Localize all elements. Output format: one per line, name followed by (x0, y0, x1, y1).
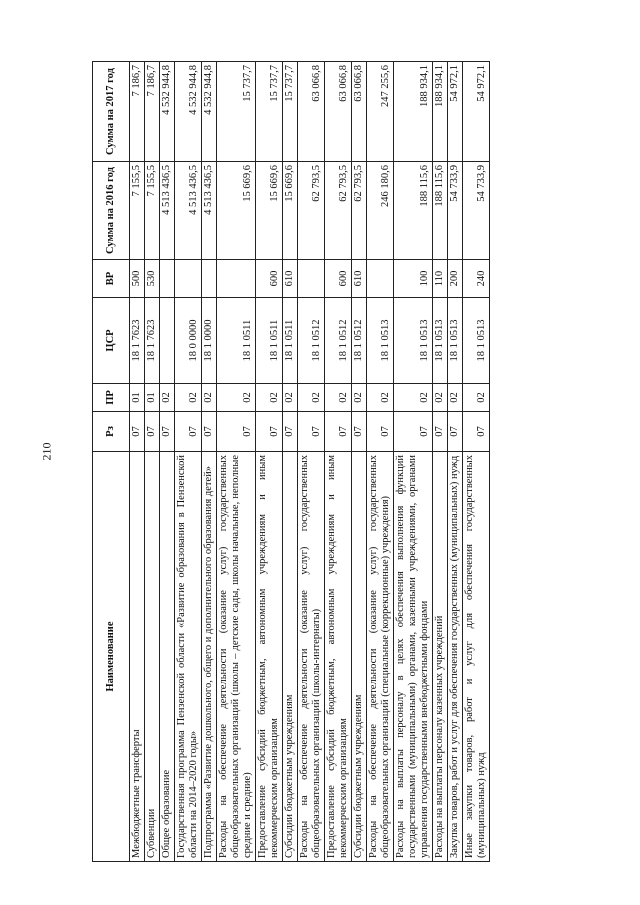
cell-sum-2017: 7 186,7 (130, 62, 145, 162)
table-row (298, 62, 325, 862)
cell-sum-2017: 63 066,8 (352, 62, 367, 162)
table-row (202, 62, 217, 862)
cell-csr: 18 1 0000 (202, 298, 217, 384)
table-row (283, 62, 298, 862)
cell-vr: 600 (256, 260, 283, 298)
cell-csr: 18 1 0513 (394, 298, 433, 384)
cell-pr: 02 (160, 384, 175, 412)
cell-sum-2017: 15 737,7 (217, 62, 256, 162)
cell-csr: 18 1 0512 (298, 298, 325, 384)
cell-csr: 18 1 0513 (448, 298, 463, 384)
cell-name: Межбюджетные трансферты (130, 452, 145, 862)
cell-sum-2017: 247 255,6 (367, 62, 394, 162)
cell-sum-2016: 15 669,6 (217, 162, 256, 260)
cell-name: Закупка товаров, работ и услуг для обеспечения государственных (муниципальных) нужд (448, 452, 463, 862)
header-name: Наименование (93, 452, 130, 862)
cell-sum-2016: 54 733,9 (463, 162, 490, 260)
cell-name: Расходы на обеспечение деятельности (оказание услуг) государственных общеобразовательных организаций (школы – детские сады, школы начальные, неполные средние и средние) (217, 452, 256, 862)
cell-vr: 110 (433, 260, 448, 298)
cell-sum-2016: 4 513 436,5 (175, 162, 202, 260)
table-row (448, 62, 463, 862)
cell-csr: 18 1 0512 (325, 298, 352, 384)
cell-csr: 18 1 0511 (217, 298, 256, 384)
cell-csr: 18 1 7623 (145, 298, 160, 384)
cell-csr: 18 1 0513 (433, 298, 448, 384)
cell-name: Предоставление субсидий бюджетным, автономным учреждениям и иным некоммерческим организациям (256, 452, 283, 862)
cell-pr: 01 (145, 384, 160, 412)
cell-sum-2017: 54 972,1 (463, 62, 490, 162)
table-row (367, 62, 394, 862)
cell-sum-2017: 188 934,1 (433, 62, 448, 162)
cell-pr: 02 (256, 384, 283, 412)
cell-sum-2017: 54 972,1 (448, 62, 463, 162)
cell-name: Подпрограмма «Развитие дошкольного, общего и дополнительного образования детей» (202, 452, 217, 862)
cell-name: Общее образование (160, 452, 175, 862)
cell-csr: 18 1 0513 (367, 298, 394, 384)
cell-pr: 02 (202, 384, 217, 412)
cell-csr: 18 1 0512 (352, 298, 367, 384)
cell-csr: 18 1 0511 (283, 298, 298, 384)
header-pr: ПР (93, 384, 130, 412)
cell-sum-2017: 15 737,7 (256, 62, 283, 162)
cell-rz: 07 (130, 412, 145, 452)
rotated-page-content (92, 62, 558, 862)
cell-vr: 500 (130, 260, 145, 298)
table-row (394, 62, 433, 862)
cell-sum-2017: 4 532 944,8 (202, 62, 217, 162)
cell-vr: 100 (394, 260, 433, 298)
cell-vr (175, 260, 202, 298)
cell-pr: 01 (130, 384, 145, 412)
cell-pr: 02 (394, 384, 433, 412)
cell-name: Расходы на обеспечение деятельности (оказание услуг) государственных общеобразовательных организаций (специальные (коррекционные) учреждения) (367, 452, 394, 862)
table-row (145, 62, 160, 862)
cell-sum-2016: 7 155,5 (145, 162, 160, 260)
cell-sum-2017: 7 186,7 (145, 62, 160, 162)
cell-csr (160, 298, 175, 384)
cell-vr (160, 260, 175, 298)
cell-sum-2016: 62 793,5 (352, 162, 367, 260)
table-row (463, 62, 490, 862)
cell-sum-2016: 188 115,6 (433, 162, 448, 260)
cell-rz: 07 (202, 412, 217, 452)
table-row (325, 62, 352, 862)
cell-sum-2016: 246 180,6 (367, 162, 394, 260)
cell-name: Расходы на обеспечение деятельности (оказание услуг) государственных общеобразовательных организаций (школы-интернаты) (298, 452, 325, 862)
cell-name: Субсидии бюджетным учреждениям (283, 452, 298, 862)
cell-vr: 610 (283, 260, 298, 298)
header-sum-2017: Сумма на 2017 год (93, 62, 130, 162)
cell-sum-2016: 4 513 436,5 (202, 162, 217, 260)
cell-csr: 18 1 0511 (256, 298, 283, 384)
cell-sum-2016: 7 155,5 (130, 162, 145, 260)
cell-vr: 200 (448, 260, 463, 298)
cell-sum-2017: 63 066,8 (325, 62, 352, 162)
cell-pr: 02 (448, 384, 463, 412)
table-row (352, 62, 367, 862)
cell-name: Расходы на выплаты персоналу казенных учреждений (433, 452, 448, 862)
cell-name: Субвенции (145, 452, 160, 862)
cell-rz: 07 (433, 412, 448, 452)
cell-rz: 07 (283, 412, 298, 452)
cell-rz: 07 (448, 412, 463, 452)
table-row (217, 62, 256, 862)
table-row (433, 62, 448, 862)
cell-rz: 07 (145, 412, 160, 452)
cell-pr: 02 (217, 384, 256, 412)
cell-sum-2016: 4 513 436,5 (160, 162, 175, 260)
cell-vr (217, 260, 256, 298)
cell-pr: 02 (352, 384, 367, 412)
cell-rz: 07 (298, 412, 325, 452)
cell-sum-2017: 4 532 944,8 (175, 62, 202, 162)
cell-name: Предоставление субсидий бюджетным, автономным учреждениям и иным некоммерческим организациям (325, 452, 352, 862)
page-number: 210 (39, 442, 54, 461)
cell-vr (202, 260, 217, 298)
header-vr: ВР (93, 260, 130, 298)
cell-name: Субсидии бюджетным учреждениям (352, 452, 367, 862)
cell-sum-2017: 4 532 944,8 (160, 62, 175, 162)
cell-sum-2016: 62 793,5 (298, 162, 325, 260)
cell-rz: 07 (367, 412, 394, 452)
header-sum-2016: Сумма на 2016 год (93, 162, 130, 260)
cell-rz: 07 (256, 412, 283, 452)
cell-sum-2016: 188 115,6 (394, 162, 433, 260)
cell-sum-2017: 15 737,7 (283, 62, 298, 162)
cell-vr: 600 (325, 260, 352, 298)
cell-pr: 02 (298, 384, 325, 412)
cell-pr: 02 (367, 384, 394, 412)
cell-pr: 02 (325, 384, 352, 412)
cell-vr (367, 260, 394, 298)
cell-vr: 240 (463, 260, 490, 298)
cell-sum-2017: 63 066,8 (298, 62, 325, 162)
cell-rz: 07 (394, 412, 433, 452)
table-row (175, 62, 202, 862)
cell-sum-2016: 15 669,6 (283, 162, 298, 260)
cell-sum-2016: 62 793,5 (325, 162, 352, 260)
table-row (130, 62, 145, 862)
cell-sum-2016: 54 733,9 (448, 162, 463, 260)
cell-rz: 07 (217, 412, 256, 452)
cell-name: Расходы на выплаты персоналу в целях обеспечения выполнения функций государственными (муниципальными) органами, казенными учреждениями, органами управления государственными внебюджетными фондами (394, 452, 433, 862)
cell-pr: 02 (463, 384, 490, 412)
cell-rz: 07 (175, 412, 202, 452)
cell-pr: 02 (283, 384, 298, 412)
cell-csr: 18 1 7623 (130, 298, 145, 384)
table-header-row (93, 62, 130, 862)
cell-rz: 07 (160, 412, 175, 452)
cell-name: Государственная программа Пензенской области «Развитие образования в Пензенской области на 2014–2020 годы» (175, 452, 202, 862)
cell-vr: 530 (145, 260, 160, 298)
cell-sum-2016: 15 669,6 (256, 162, 283, 260)
cell-pr: 02 (175, 384, 202, 412)
cell-rz: 07 (352, 412, 367, 452)
cell-vr (298, 260, 325, 298)
header-rz: Рз (93, 412, 130, 452)
header-csr: ЦСР (93, 298, 130, 384)
table-row (256, 62, 283, 862)
cell-csr: 18 1 0513 (463, 298, 490, 384)
budget-table (92, 61, 490, 862)
cell-rz: 07 (325, 412, 352, 452)
cell-sum-2017: 188 934,1 (394, 62, 433, 162)
cell-vr: 610 (352, 260, 367, 298)
table-body (130, 62, 490, 862)
table-row (160, 62, 175, 862)
cell-csr: 18 0 0000 (175, 298, 202, 384)
cell-rz: 07 (463, 412, 490, 452)
cell-pr: 02 (433, 384, 448, 412)
cell-name: Иные закупки товаров, работ и услуг для обеспечения государственных (муниципальных) нужд (463, 452, 490, 862)
